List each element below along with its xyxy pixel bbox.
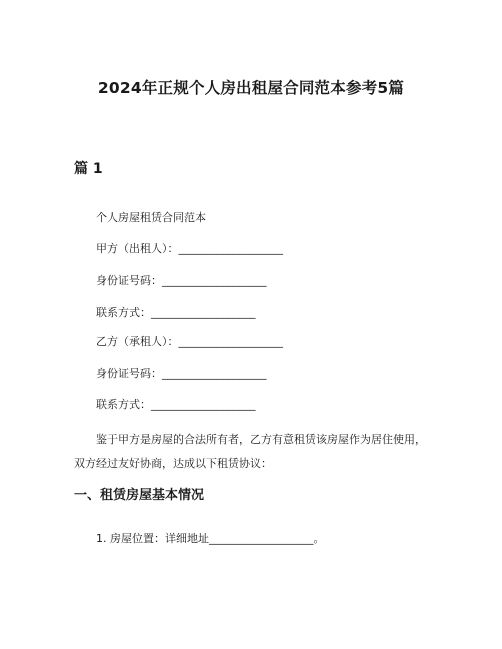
contract-name: 个人房屋租赁合同范本 <box>96 211 206 224</box>
lessee-field: 乙方（承租人）：___________________ <box>96 335 283 348</box>
list-item: 1. 房屋位置：详细地址___________________。 <box>96 532 325 545</box>
lessor-contact-field: 联系方式：___________________ <box>96 306 256 319</box>
document-title: 2024年正规个人房出租屋合同范本参考5篇 <box>97 79 405 97</box>
section-label: 篇 1 <box>74 161 103 177</box>
lessor-id-field: 身份证号码：___________________ <box>96 274 267 287</box>
lessor-field: 甲方（出租人）：___________________ <box>96 242 283 255</box>
lessee-id-field: 身份证号码：___________________ <box>96 367 267 380</box>
section-heading: 一、租赁房屋基本情况 <box>74 488 205 503</box>
intro-paragraph: 鉴于甲方是房屋的合法所有者，乙方有意租赁该房屋作为居住使用，双方经过友好协商，达成以下租赁协议： <box>74 433 426 470</box>
lessee-contact-field: 联系方式：___________________ <box>96 398 256 411</box>
